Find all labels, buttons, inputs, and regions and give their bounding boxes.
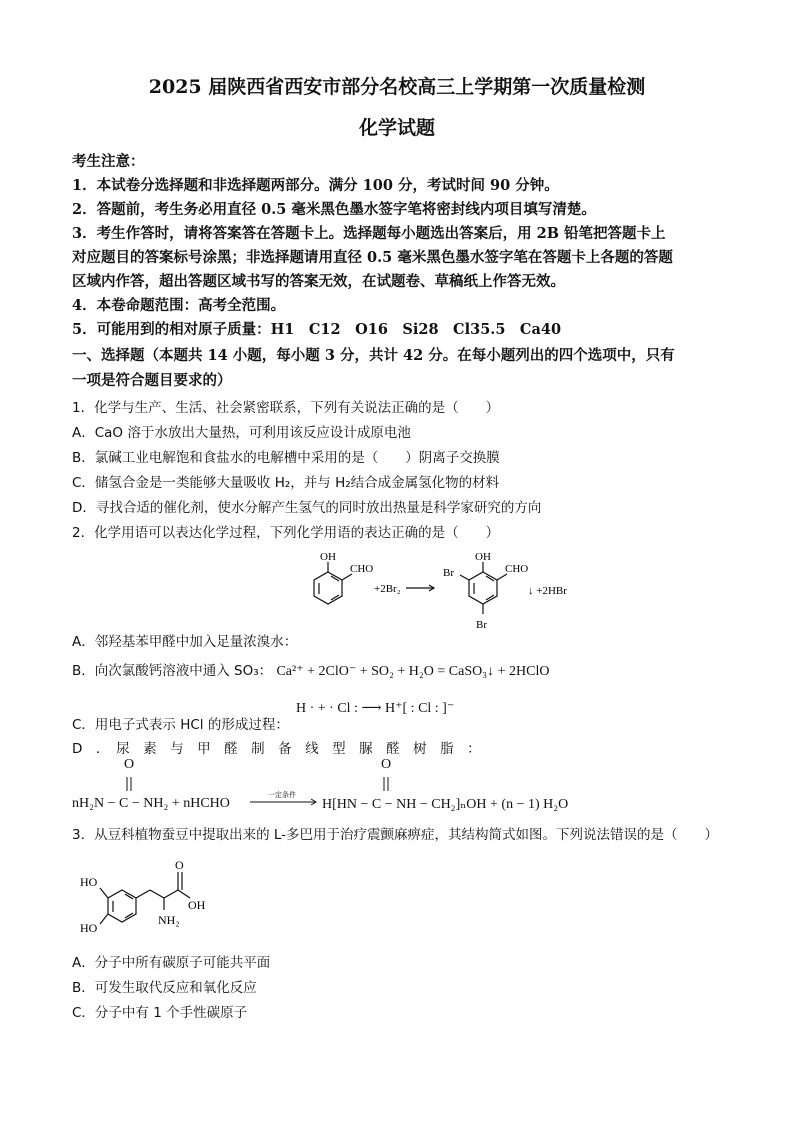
notice-item-4: 4．本卷命题范围：高考全范围。	[72, 297, 286, 314]
notice-item-1: 1．本试卷分选择题和非选择题两部分。满分 100 分，考试时间 90 分钟。	[72, 177, 559, 194]
product-br-left-label: Br	[443, 567, 454, 579]
exam-subtitle: 化学试题	[358, 117, 435, 139]
product-br-bottom-label: Br	[476, 619, 487, 631]
d-eq-left-carbonyl-o: O	[124, 757, 135, 772]
l-dopa-oh: OH	[188, 898, 206, 912]
l-dopa-ho-bottom: HO	[80, 921, 98, 935]
section-heading-line2: 一项是符合题目要求的）	[72, 372, 232, 389]
q2-option-d-text: D ． 尿 素 与 甲 醛 制 备 线 型 脲 醛 树 脂 ：	[72, 741, 481, 757]
q2-option-a: A．邻羟基苯甲醛中加入足量浓溴水：	[72, 634, 298, 650]
q1-option-a: A．CaO 溶于水放出大量热，可利用该反应设计成原电池	[72, 425, 411, 441]
reactant-cho-label: CHO	[350, 563, 374, 575]
reactant-benzene-ring	[314, 562, 352, 604]
l-dopa-structure	[78, 852, 228, 948]
product-oh-label: OH	[475, 551, 491, 563]
notice-item-3-cont1: 对应题目的答案标号涂黑；非选择题请用直径 0.5 毫米黑色墨水签字笔在答题卡上各题的答题	[72, 249, 673, 266]
notice-item-5: 5．可能用到的相对原子质量：H1 C12 O16 Si28 Cl35.5 Ca40	[72, 321, 562, 338]
l-dopa-nh2: NH₂	[158, 913, 180, 927]
q1-option-c: C．储氢合金是一类能够大量吸收 H₂，并与 H₂结合成金属氢化物的材料	[72, 475, 500, 491]
q3-option-c: C．分子中有 1 个手性碳原子	[72, 1005, 248, 1021]
product-cho-label: CHO	[505, 563, 529, 575]
notice-item-3-cont2: 区域内作答，超出答题区域书写的答案无效，在试题卷、草稿纸上作答无效。	[72, 273, 565, 290]
q3-option-a: A．分子中所有碳原子可能共平面	[72, 955, 271, 971]
q2-reaction-scheme	[300, 548, 610, 634]
product-extra-label: ↓ +2HBr	[528, 585, 567, 597]
d-eq-left: nH₂N − C − NH₂ + nHCHO	[72, 796, 230, 811]
q3-stem: 3．从豆科植物蚕豆中提取出来的 L-多巴用于治疗震颤麻痹症，其结构简式如图。下列说法错误的是（ ）	[72, 827, 719, 843]
notice-item-3: 3．考生作答时，请将答案答在答题卡上。选择题每小题选出答案后，用 2B 铅笔把答题卡上	[72, 225, 666, 242]
section-heading-line1: 一、选择题（本题共 14 小题，每小题 3 分，共计 42 分。在每小题列出的四个选项中，只有	[72, 347, 675, 364]
reaction-arrow	[406, 585, 434, 591]
q1-option-b: B．氯碱工业电解饱和食盐水的电解槽中采用的是（ ）阴离子交换膜	[72, 450, 500, 466]
d-eq-right: H[HN − C − NH − CH₂]ₙOH + (n − 1) H₂O	[322, 797, 569, 812]
q2-option-b-text: B．向次氯酸钙溶液中通入 SO₃：	[72, 663, 273, 679]
d-eq-arrow	[250, 797, 322, 807]
notice-heading: 考生注意：	[72, 153, 145, 170]
notice-item-2: 2．答题前，考生务必用直径 0.5 毫米黑色墨水签字笔将密封线内项目填写清楚。	[72, 201, 596, 218]
d-eq-right-carbonyl-o: O	[381, 757, 392, 772]
l-dopa-ho-top: HO	[80, 875, 98, 889]
q2-option-b-equation: Ca²⁺ + 2ClO⁻ + SO₂ + H₂O = CaSO₃↓ + 2HClO	[276, 664, 550, 679]
reagent-label: +2Br₂	[374, 583, 401, 595]
q2-option-b	[72, 659, 549, 680]
d-eq-condition: 一定条件	[268, 791, 296, 799]
q2-option-c-equation: H · + · Cl : ⟶ H⁺[ : Cl : ]⁻	[296, 701, 455, 716]
q2-stem: 2．化学用语可以表达化学过程，下列化学用语的表达正确的是（ ）	[72, 525, 500, 541]
q2-option-c-text: C．用电子式表示 HCl 的形成过程：	[72, 717, 289, 733]
q1-stem: 1．化学与生产、生活、社会紧密联系，下列有关说法正确的是（ ）	[72, 400, 500, 416]
q3-option-b: B．可发生取代反应和氧化反应	[72, 980, 257, 996]
reactant-oh-label: OH	[320, 551, 336, 563]
product-benzene-ring	[460, 562, 507, 614]
q1-option-d: D．寻找合适的催化剂，使水分解产生氢气的同时放出热量是科学家研究的方向	[72, 500, 542, 516]
exam-title: 2025 届陕西省西安市部分名校高三上学期第一次质量检测	[148, 76, 646, 98]
l-dopa-carbonyl-o: O	[175, 858, 184, 872]
